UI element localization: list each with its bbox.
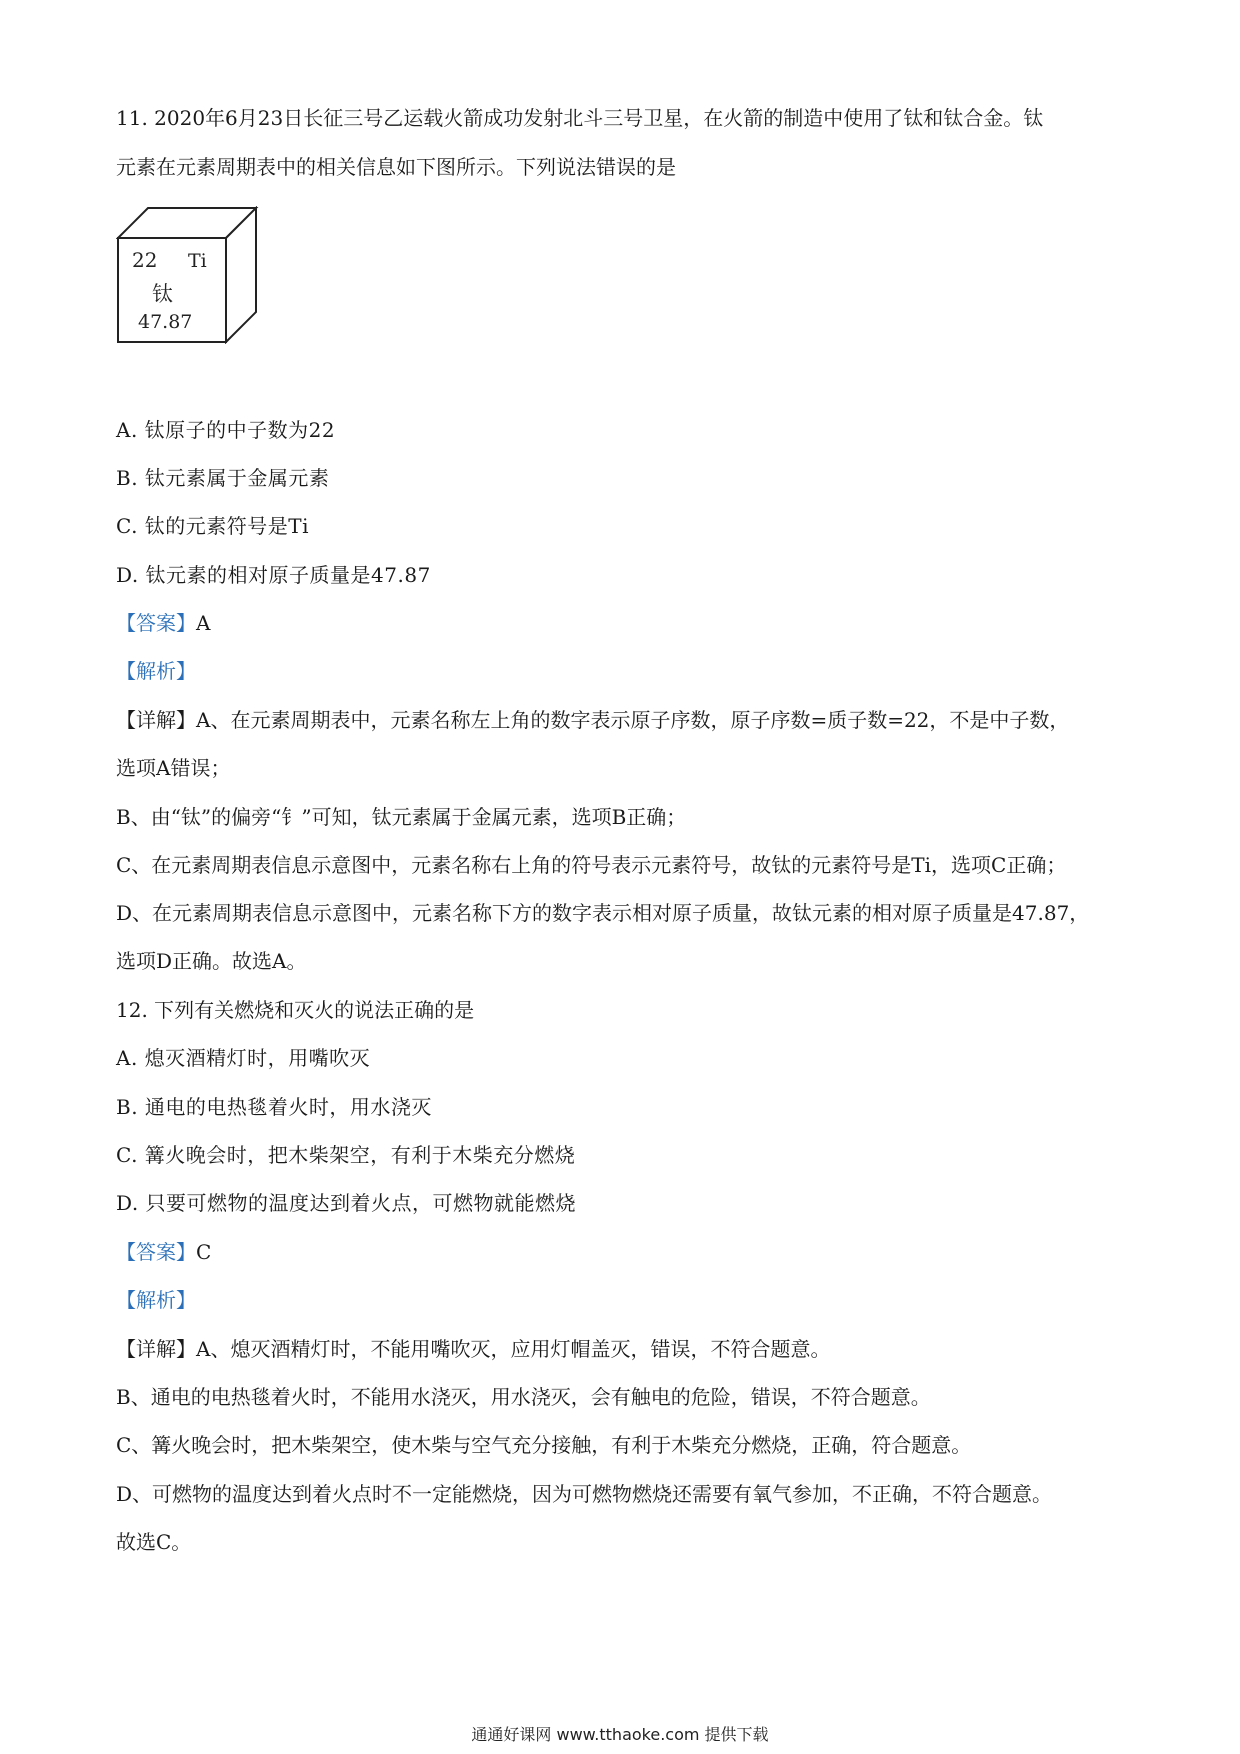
q12-option-c: C. 篝火晚会时，把木柴架空，有利于木柴充分燃烧 <box>116 1143 576 1167</box>
q11-detail-line1 <box>116 706 1069 734</box>
q11-option-d: D. 钛元素的相对原子质量是47.87 <box>116 563 431 587</box>
q11-answer <box>116 609 210 637</box>
q11-detail-line6: 选项D正确。故选A。 <box>116 949 307 973</box>
page-footer: 通通好课网 www.tthaoke.com 提供下载 <box>471 1725 769 1744</box>
q12-detail-line4: D、可燃物的温度达到着火点时不一定能燃烧，因为可燃物燃烧还需要有氧气参加，不正确，不符合题意。 <box>116 1482 1053 1506</box>
tile-atomic-number: 22 <box>132 248 158 272</box>
element-tile-titanium <box>116 206 266 344</box>
q11-detail-line4: C、在元素周期表信息示意图中，元素名称右上角的符号表示元素符号，故钛的元素符号是Ti，选项C正确； <box>116 853 1067 877</box>
detail-tag: 【详解】 <box>116 708 196 732</box>
answer-tag: 【答案】 <box>116 1240 196 1264</box>
q12-answer <box>116 1238 211 1266</box>
q11-stem-line2: 元素在元素周期表中的相关信息如下图所示。下列说法错误的是 <box>116 155 676 179</box>
answer-value: A <box>196 611 211 635</box>
q12-detail-line2: B、通电的电热毯着火时，不能用水浇灭，用水浇灭，会有触电的危险，错误，不符合题意。 <box>116 1385 931 1409</box>
analysis-tag: 【解析】 <box>116 659 196 683</box>
q12-option-a: A. 熄灭酒精灯时，用嘴吹灭 <box>116 1046 371 1070</box>
q11-option-b: B. 钛元素属于金属元素 <box>116 466 330 490</box>
detail-text: A、在元素周期表中，元素名称左上角的数字表示原子序数，原子序数=质子数=22，不是中子数， <box>196 708 1070 732</box>
q11-analysis-tag <box>116 657 196 685</box>
tile-element-name: 钛 <box>152 282 173 306</box>
q11-detail-line2: 选项A错误； <box>116 756 231 780</box>
detail-tag: 【详解】 <box>116 1337 196 1361</box>
q12-detail-line1 <box>116 1335 830 1363</box>
detail-text: A、熄灭酒精灯时，不能用嘴吹灭，应用灯帽盖灭，错误，不符合题意。 <box>196 1337 831 1361</box>
q11-stem-line1: 11. 2020年6月23日长征三号乙运载火箭成功发射北斗三号卫星，在火箭的制造中使用了钛和钛合金。钛 <box>116 106 1044 130</box>
q11-detail-line5: D、在元素周期表信息示意图中，元素名称下方的数字表示相对原子质量，故钛元素的相对原子质量是47.87， <box>116 901 1090 925</box>
tile-atomic-mass: 47.87 <box>138 311 193 333</box>
q12-detail-line5: 故选C。 <box>116 1530 192 1554</box>
answer-value: C <box>196 1240 212 1264</box>
q11-option-c: C. 钛的元素符号是Ti <box>116 514 310 538</box>
q12-detail-line3: C、篝火晚会时，把木柴架空，使木柴与空气充分接触，有利于木柴充分燃烧，正确，符合题意。 <box>116 1433 972 1457</box>
analysis-tag: 【解析】 <box>116 1288 196 1312</box>
q12-option-d: D. 只要可燃物的温度达到着火点，可燃物就能燃烧 <box>116 1191 577 1215</box>
q12-option-b: B. 通电的电热毯着火时，用水浇灭 <box>116 1095 432 1119</box>
q11-option-a: A. 钛原子的中子数为22 <box>116 418 336 442</box>
tile-symbol: Ti <box>188 250 207 272</box>
q12-stem: 12. 下列有关燃烧和灭火的说法正确的是 <box>116 998 475 1022</box>
q11-detail-line3: B、由“钛”的偏旁“钅”可知，钛元素属于金属元素，选项B正确； <box>116 805 687 829</box>
q12-analysis-tag <box>116 1286 196 1314</box>
answer-tag: 【答案】 <box>116 611 196 635</box>
